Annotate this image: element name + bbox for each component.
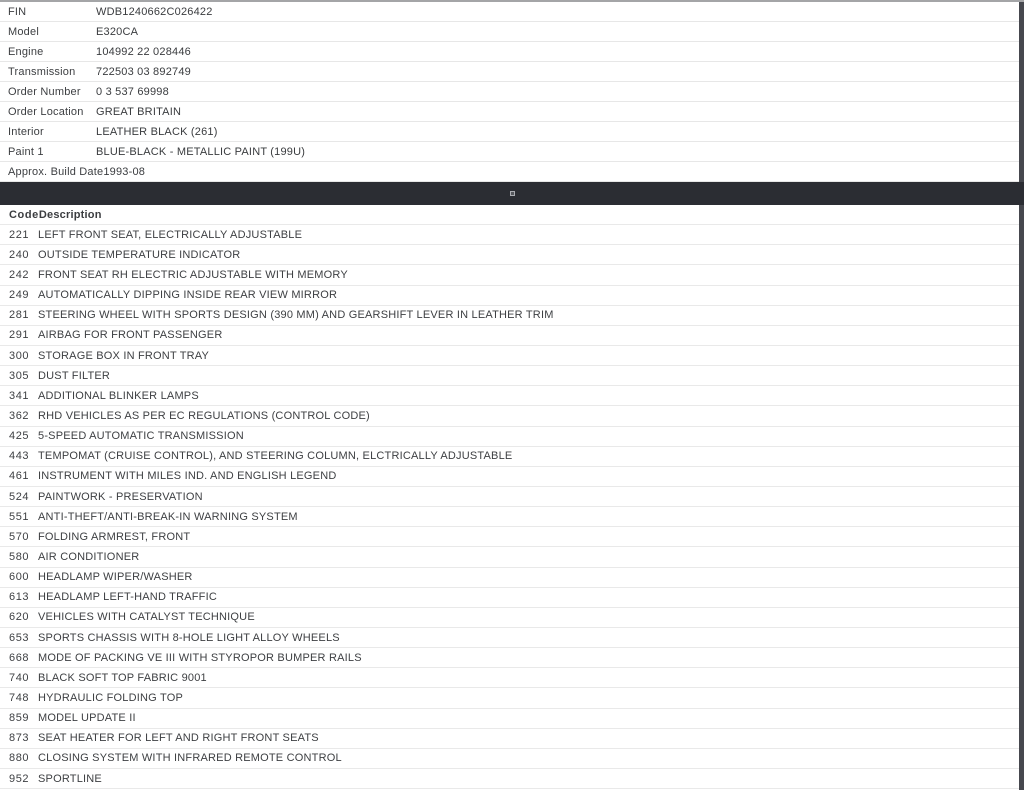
option-row <box>0 467 1019 487</box>
option-description: TEMPOMAT (CRUISE CONTROL), AND STEERING COLUMN, ELCTRICALLY ADJUSTABLE <box>38 450 513 463</box>
option-code: 880 <box>9 752 30 765</box>
option-row <box>0 588 1019 608</box>
option-description: HEADLAMP WIPER/WASHER <box>38 571 193 584</box>
option-description: ANTI-THEFT/ANTI-BREAK-IN WARNING SYSTEM <box>38 510 298 523</box>
info-row <box>0 162 1019 182</box>
option-row <box>0 427 1019 447</box>
info-row <box>0 102 1019 122</box>
option-row <box>0 245 1019 265</box>
option-row <box>0 346 1019 366</box>
option-code: 461 <box>9 470 30 483</box>
info-label: Engine <box>8 45 44 58</box>
option-code: 300 <box>9 349 30 362</box>
info-row <box>0 62 1019 82</box>
option-description: AIR CONDITIONER <box>38 550 140 563</box>
option-row <box>0 386 1019 406</box>
code-column-header: Code <box>9 208 39 221</box>
info-value: 104992 22 028446 <box>96 45 191 58</box>
info-value: 1993-08 <box>103 165 146 178</box>
option-description: CLOSING SYSTEM WITH INFRARED REMOTE CONTROL <box>38 752 342 765</box>
broken-image-icon <box>510 191 515 196</box>
option-code: 281 <box>9 309 30 322</box>
option-description: ADDITIONAL BLINKER LAMPS <box>38 389 199 402</box>
option-row <box>0 265 1019 285</box>
option-description: VEHICLES WITH CATALYST TECHNIQUE <box>38 611 255 624</box>
option-description: MODEL UPDATE II <box>38 712 136 725</box>
description-column-header: Description <box>38 208 102 221</box>
options-table <box>0 205 1019 789</box>
info-row <box>0 22 1019 42</box>
option-code: 600 <box>9 571 30 584</box>
option-code: 362 <box>9 409 30 422</box>
info-row <box>0 142 1019 162</box>
option-row <box>0 709 1019 729</box>
info-label: FIN <box>8 5 27 18</box>
info-label: Order Location <box>8 105 84 118</box>
option-row <box>0 568 1019 588</box>
option-description: SEAT HEATER FOR LEFT AND RIGHT FRONT SEATS <box>38 732 319 745</box>
option-code: 242 <box>9 268 30 281</box>
info-label: Paint 1 <box>8 145 44 158</box>
option-code: 668 <box>9 651 30 664</box>
option-description: PAINTWORK - PRESERVATION <box>38 490 203 503</box>
option-description: HYDRAULIC FOLDING TOP <box>38 691 183 704</box>
option-description: STEERING WHEEL WITH SPORTS DESIGN (390 MM) AND GEARSHIFT LEVER IN LEATHER TRIM <box>38 309 554 322</box>
option-row <box>0 547 1019 567</box>
option-row <box>0 648 1019 668</box>
option-description: AUTOMATICALLY DIPPING INSIDE REAR VIEW MIRROR <box>38 289 338 302</box>
option-row <box>0 487 1019 507</box>
info-row <box>0 42 1019 62</box>
option-code: 291 <box>9 329 30 342</box>
info-value: E320CA <box>96 25 139 38</box>
option-description: BLACK SOFT TOP FABRIC 9001 <box>38 671 207 684</box>
option-description: FOLDING ARMREST, FRONT <box>38 530 191 543</box>
option-code: 443 <box>9 450 30 463</box>
option-row <box>0 406 1019 426</box>
option-code: 859 <box>9 712 30 725</box>
option-code: 570 <box>9 530 30 543</box>
option-description: HEADLAMP LEFT-HAND TRAFFIC <box>38 591 217 604</box>
vehicle-info-table <box>0 2 1019 182</box>
window-edge-strip <box>1019 2 1024 790</box>
option-code: 952 <box>9 772 30 785</box>
option-row <box>0 729 1019 749</box>
option-description: MODE OF PACKING VE III WITH STYROPOR BUMPER RAILS <box>38 651 362 664</box>
info-label: Order Number <box>8 85 81 98</box>
option-row <box>0 306 1019 326</box>
option-row <box>0 286 1019 306</box>
option-code: 341 <box>9 389 30 402</box>
option-description: DUST FILTER <box>38 369 111 382</box>
option-row <box>0 749 1019 769</box>
info-label: Transmission <box>8 65 76 78</box>
info-row <box>0 82 1019 102</box>
info-row <box>0 122 1019 142</box>
info-value: LEATHER BLACK (261) <box>96 125 218 138</box>
option-description: LEFT FRONT SEAT, ELECTRICALLY ADJUSTABLE <box>38 228 303 241</box>
option-description: STORAGE BOX IN FRONT TRAY <box>38 349 210 362</box>
option-code: 249 <box>9 289 30 302</box>
info-label: Approx. Build Date <box>8 165 104 178</box>
options-header-row <box>0 205 1019 225</box>
option-row <box>0 326 1019 346</box>
info-label: Model <box>8 25 39 38</box>
option-description: INSTRUMENT WITH MILES IND. AND ENGLISH LEGEND <box>38 470 337 483</box>
option-row <box>0 447 1019 467</box>
option-row <box>0 608 1019 628</box>
option-code: 873 <box>9 732 30 745</box>
option-row <box>0 366 1019 386</box>
options-rows <box>0 225 1019 789</box>
option-code: 748 <box>9 691 30 704</box>
info-value: BLUE-BLACK - METALLIC PAINT (199U) <box>96 145 306 158</box>
option-description: SPORTLINE <box>38 772 102 785</box>
option-row <box>0 628 1019 648</box>
info-value: 0 3 537 69998 <box>96 85 169 98</box>
option-code: 425 <box>9 430 30 443</box>
option-row <box>0 668 1019 688</box>
option-row <box>0 527 1019 547</box>
option-code: 613 <box>9 591 30 604</box>
option-description: OUTSIDE TEMPERATURE INDICATOR <box>38 248 241 261</box>
option-row <box>0 688 1019 708</box>
option-code: 524 <box>9 490 30 503</box>
option-row <box>0 225 1019 245</box>
options-section-bar <box>0 182 1024 205</box>
option-description: FRONT SEAT RH ELECTRIC ADJUSTABLE WITH MEMORY <box>38 268 348 281</box>
option-code: 221 <box>9 228 30 241</box>
info-value: WDB1240662C026422 <box>96 5 213 18</box>
option-code: 551 <box>9 510 30 523</box>
info-row <box>0 2 1019 22</box>
option-code: 653 <box>9 631 30 644</box>
option-row <box>0 507 1019 527</box>
info-label: Interior <box>8 125 44 138</box>
option-code: 620 <box>9 611 30 624</box>
option-description: SPORTS CHASSIS WITH 8-HOLE LIGHT ALLOY WHEELS <box>38 631 340 644</box>
option-row <box>0 769 1019 789</box>
option-code: 580 <box>9 550 30 563</box>
info-value: 722503 03 892749 <box>96 65 191 78</box>
option-code: 305 <box>9 369 30 382</box>
option-description: 5-SPEED AUTOMATIC TRANSMISSION <box>38 430 244 443</box>
option-description: RHD VEHICLES AS PER EC REGULATIONS (CONTROL CODE) <box>38 409 370 422</box>
info-value: GREAT BRITAIN <box>96 105 182 118</box>
option-code: 240 <box>9 248 30 261</box>
option-code: 740 <box>9 671 30 684</box>
option-description: AIRBAG FOR FRONT PASSENGER <box>38 329 223 342</box>
